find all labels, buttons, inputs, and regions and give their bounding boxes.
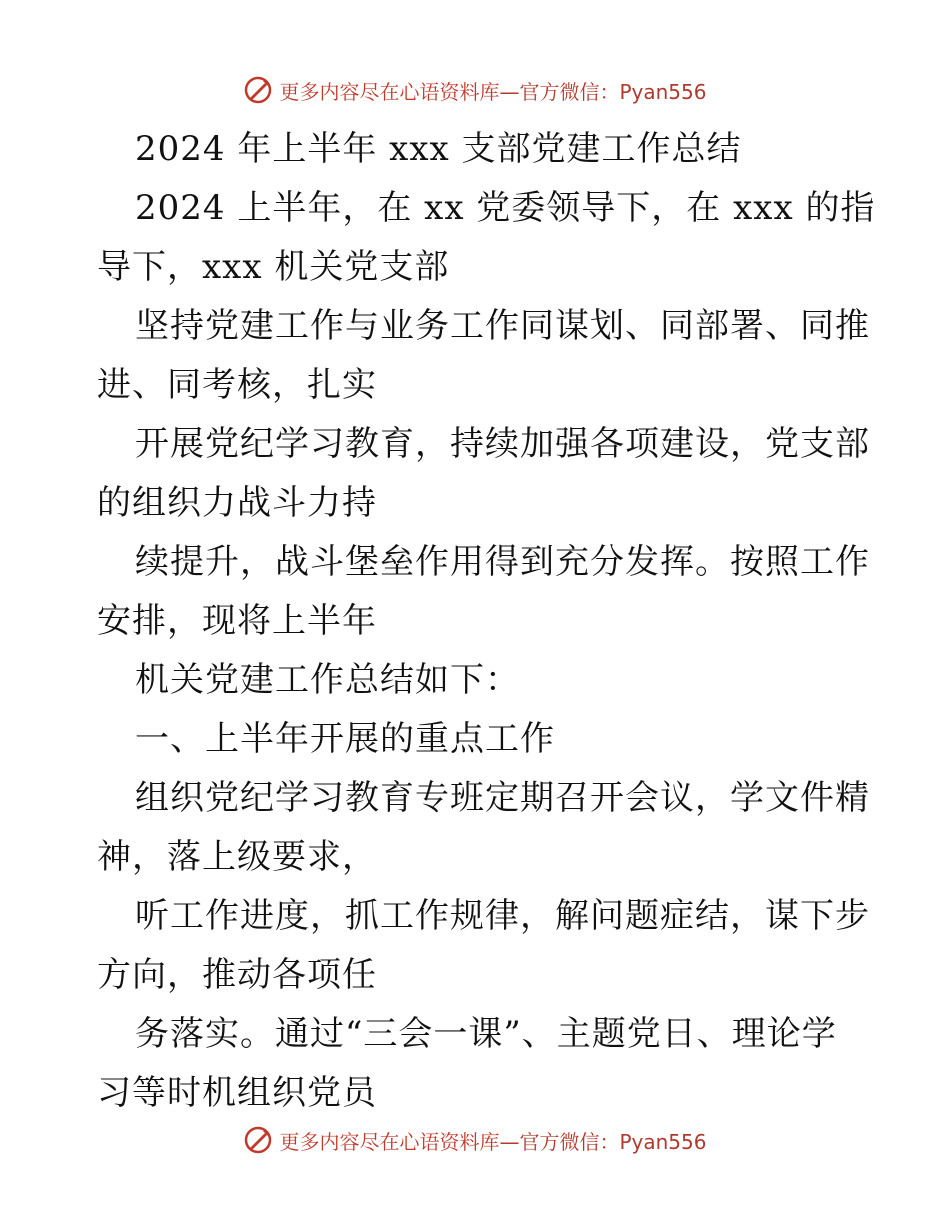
quill-pen-logo-icon <box>243 1125 273 1155</box>
paragraph-line: 进、同考核，扎实 <box>97 365 377 405</box>
watermark-contact: —官方微信：Pyan556 <box>499 79 707 104</box>
paragraph-line: 机关党建工作总结如下： <box>135 660 520 700</box>
document-body <box>97 120 876 1123</box>
paragraph-line: 开展党纪学习教育，持续加强各项建设，党支部 <box>135 424 870 464</box>
paragraph-line: 方向，推动各项任 <box>97 955 377 995</box>
paragraph-line: 的组织力战斗力持 <box>97 483 377 523</box>
paragraph-line: 务落实。通过“三会一课”、主题党日、理论学 <box>135 1014 837 1054</box>
footer-watermark-banner <box>0 1118 950 1162</box>
watermark-text: 更多内容尽在心语资料库 <box>279 1129 500 1154</box>
watermark-contact: —官方微信：Pyan556 <box>499 1129 707 1154</box>
paragraph-line: 坚持党建工作与业务工作同谋划、同部署、同推 <box>135 306 870 346</box>
document-title: 2024 年上半年 xxx 支部党建工作总结 <box>135 129 742 169</box>
paragraph-line: 组织党纪学习教育专班定期召开会议，学文件精 <box>135 778 870 818</box>
watermark-text: 更多内容尽在心语资料库 <box>279 79 500 104</box>
paragraph-line: 听工作进度，抓工作规律，解问题症结，谋下步 <box>135 896 870 936</box>
paragraph-line: 安排，现将上半年 <box>97 601 377 641</box>
section-heading: 一、上半年开展的重点工作 <box>135 719 555 759</box>
paragraph-line: 导下，xxx 机关党支部 <box>97 247 450 287</box>
quill-pen-logo-icon <box>243 75 273 105</box>
header-watermark-banner <box>0 68 950 112</box>
paragraph-line: 2024 上半年，在 xx 党委领导下，在 xxx 的指 <box>135 188 876 228</box>
paragraph-line: 习等时机组织党员 <box>97 1073 377 1113</box>
paragraph-line: 神，落上级要求， <box>97 837 377 877</box>
paragraph-line: 续提升，战斗堡垒作用得到充分发挥。按照工作 <box>135 542 870 582</box>
